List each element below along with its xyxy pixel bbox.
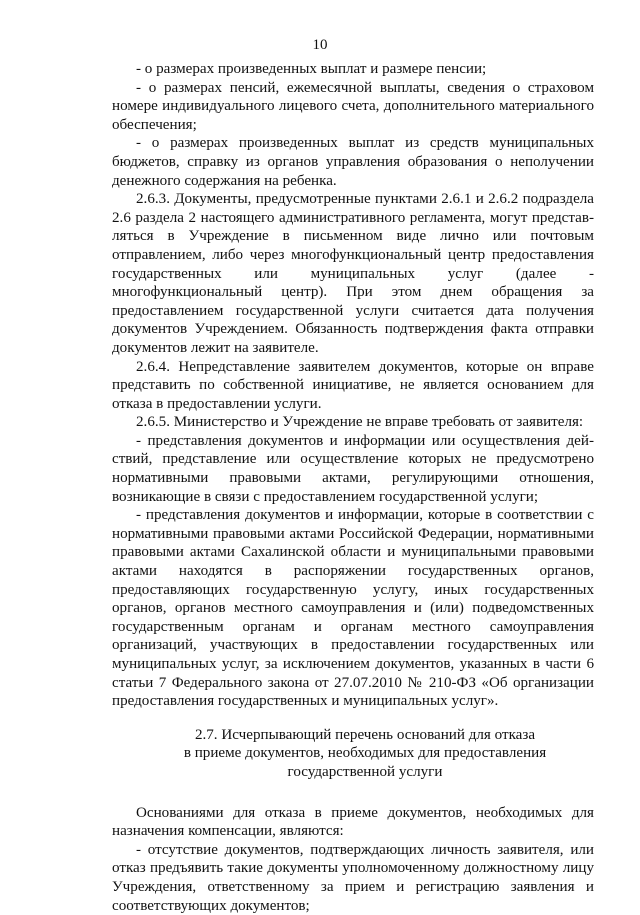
paragraph-missing-identity-documents: - отсутствие документов, подтверждающих личность заявителя, или отказ предъявить такие документы уполномоченному должностному лицу Учреждения, ответственному за прием и регистрацию заявления и соответствующих документов; [112, 841, 594, 914]
paragraph-pension-payments: - о размерах произведенных выплат и размере пенсии; [136, 61, 487, 77]
section-heading-line-3: государственной услуги [287, 763, 443, 780]
section-heading-line-2: в приеме документов, необходимых для предоставления [183, 745, 547, 762]
paragraph-documents-information: - представления документов и информации, которые в соответствии с нормативными правовыми актами Российской Федерации, нормативными правовыми актами Сахалинской области и муниципальными правовыми актами находятся в распоряжении государственных органов, предоставляющих государственную услугу, иных государственных органов, органов местного самоуправления и (или) подведомственных государственным органам и органам местного самоуправления организаций, участвующих в предоставлении государственных или муниципальных услуг, за исключением документов, указанных в части 6 статьи 7 Федерального закона от 27.07.2010 № 210-ФЗ «Об организации предоставления государственных и муниципальных услуг». [112, 507, 594, 710]
paragraph-documents-actions: - представления документов и информации или осуществления действий, представление или осуществление которых не предусмотрено нормативными правовыми актами, регулирующими отношения, возникающие в связи с предоставлением государственной услуги; [112, 432, 594, 505]
paragraph-pension-sizes: - о размерах пенсий, ежемесячной выплаты, сведения о страховом номере индивидуального лицевого счета, дополнительного материального обеспечения; [112, 79, 594, 133]
paragraph-2-6-4: 2.6.4. Непредставление заявителем документов, которые он вправе представить по собственной инициативе, не является основанием для отказа в предоставлении услуги. [112, 358, 594, 412]
section-heading-2-7 [112, 726, 594, 782]
paragraph-2-6-3: 2.6.3. Документы, предусмотренные пунктами 2.6.1 и 2.6.2 подраздела 2.6 раздела 2 настоящего административного регламента, могут представляться в Учреждение в письменном виде лично или почтовым отправлением, либо через многофункциональный центр предоставления государственных или муниципальных услуг (далее - многофункциональный центр). При этом днем обращения за предоставлением государственной услуги считается дата получения документов Учреждением. Обязанность подтверждения факта отправки документов лежит на заявителе. [112, 191, 594, 356]
page-number: 10 [312, 37, 328, 53]
document-body [112, 60, 594, 915]
section-heading-line-1: 2.7. Исчерпывающий перечень оснований для отказа [194, 726, 536, 743]
paragraph-refusal-grounds: Основаниями для отказа в приеме документов, необходимых для назначения компенсации, являются: [112, 804, 594, 840]
paragraph-2-6-5: 2.6.5. Министерство и Учреждение не вправе требовать от заявителя: [136, 414, 584, 431]
paragraph-municipal-payments: - о размерах произведенных выплат из средств муниципальных бюджетов, справку из органов управления образования о неполучении денежного содержания на ребенка. [112, 135, 594, 189]
